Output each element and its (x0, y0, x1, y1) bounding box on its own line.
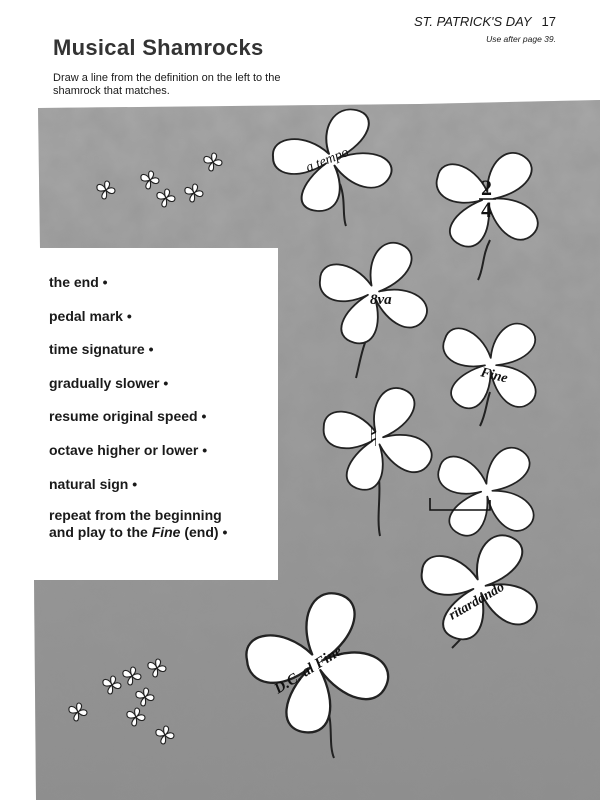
page-title: Musical Shamrocks (53, 35, 264, 60)
definition-item[interactable]: gradually slower • (49, 374, 169, 391)
definition-item[interactable]: time signature • (49, 341, 154, 358)
definition-item[interactable]: resume original speed • (49, 408, 207, 425)
definition-item[interactable]: pedal mark • (49, 307, 132, 324)
section-title: ST. PATRICK'S DAY (413, 14, 532, 29)
use-after-note: Use after page 39. (486, 34, 556, 44)
label-a-tempo: a tempo (303, 145, 351, 176)
definition-repeat-fine: Fine (151, 524, 181, 541)
definition-item[interactable]: natural sign • (49, 475, 138, 492)
label-8va: 8va (370, 292, 392, 308)
label-ritardando: ritardando (446, 579, 508, 624)
page-number: 17 (541, 14, 556, 29)
page-header (414, 14, 556, 29)
definition-repeat-line2b: (end) • (180, 524, 228, 541)
definitions-list (49, 272, 227, 541)
definition-item-repeat[interactable] (49, 507, 227, 541)
instructions: Draw a line from the definition on the left to the shamrock that matches. (53, 72, 281, 97)
definition-item[interactable]: octave higher or lower • (49, 441, 208, 458)
label-dc-al-fine: D.C. al Fine (271, 643, 346, 698)
label-fine: Fine (479, 365, 510, 387)
label-natural-sign: ♮ (369, 423, 379, 453)
time-signature-bottom: 4 (481, 197, 492, 222)
definition-repeat-line1: repeat from the beginning (49, 507, 222, 524)
time-signature-top: 2 (481, 175, 492, 200)
definition-repeat-line2a: and play to the (49, 524, 152, 541)
definition-item[interactable]: the end • (49, 274, 108, 290)
